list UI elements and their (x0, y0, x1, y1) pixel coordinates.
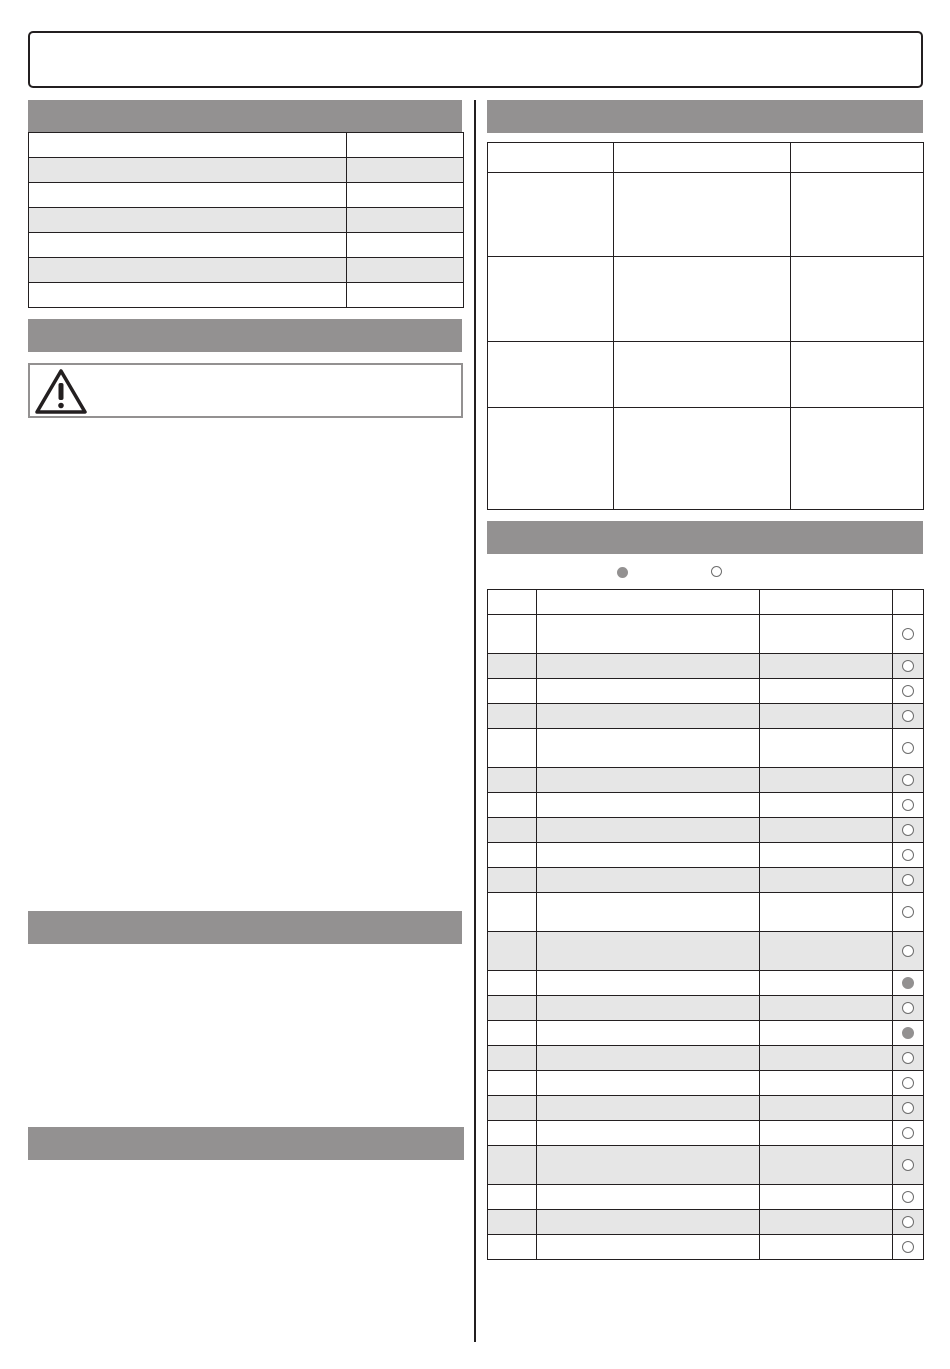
checklist-row (488, 654, 924, 679)
legend-filled-circle-icon (617, 567, 628, 578)
open-circle-icon (902, 824, 914, 836)
open-circle-icon (902, 742, 914, 754)
open-circle-icon (902, 774, 914, 786)
open-circle-icon (902, 1102, 914, 1114)
checklist-row (488, 768, 924, 793)
open-circle-icon (902, 849, 914, 861)
troubleshooting-table (487, 142, 924, 510)
open-circle-icon (902, 710, 914, 722)
checklist-row (488, 996, 924, 1021)
checklist-row (488, 679, 924, 704)
spec-row (29, 183, 464, 208)
open-circle-icon (902, 660, 914, 672)
open-circle-icon (902, 1191, 914, 1203)
checklist-row (488, 615, 924, 654)
checklist-header-row (488, 590, 924, 615)
section-header-checklist (487, 521, 923, 554)
column-divider (474, 100, 476, 1342)
open-circle-icon (902, 628, 914, 640)
open-circle-icon (902, 1216, 914, 1228)
troubleshooting-header-row (488, 143, 924, 173)
checklist-row (488, 704, 924, 729)
checklist-table (487, 589, 924, 1260)
checklist-row (488, 818, 924, 843)
checklist-row (488, 843, 924, 868)
checklist-row (488, 1021, 924, 1046)
checklist-row (488, 1235, 924, 1260)
checklist-row (488, 893, 924, 932)
open-circle-icon (902, 906, 914, 918)
troubleshooting-row (488, 173, 924, 257)
filled-circle-icon (902, 1027, 914, 1039)
spec-row (29, 233, 464, 258)
checklist-row (488, 1121, 924, 1146)
troubleshooting-row (488, 257, 924, 342)
checklist-row (488, 1185, 924, 1210)
checklist-row (488, 729, 924, 768)
open-circle-icon (902, 1127, 914, 1139)
checklist-row (488, 1146, 924, 1185)
checklist-row (488, 1096, 924, 1121)
spec-row (29, 133, 464, 158)
warning-triangle-icon (34, 368, 88, 416)
checklist-row (488, 1071, 924, 1096)
open-circle-icon (902, 874, 914, 886)
warning-box (28, 363, 463, 418)
section-header-specifications (28, 100, 462, 133)
open-circle-icon (902, 799, 914, 811)
spec-row (29, 208, 464, 233)
troubleshooting-row (488, 342, 924, 408)
open-circle-icon (902, 1052, 914, 1064)
checklist-row (488, 932, 924, 971)
section-header-maintenance (28, 1127, 464, 1160)
page-title-box (28, 31, 923, 88)
spec-row (29, 258, 464, 283)
checklist-row (488, 1046, 924, 1071)
checklist-row (488, 971, 924, 996)
open-circle-icon (902, 1002, 914, 1014)
open-circle-icon (902, 1077, 914, 1089)
section-header-installation (28, 911, 462, 944)
open-circle-icon (902, 1241, 914, 1253)
checklist-row (488, 868, 924, 893)
open-circle-icon (902, 685, 914, 697)
section-header-troubleshooting (487, 100, 923, 133)
open-circle-icon (902, 945, 914, 957)
specifications-table (28, 132, 464, 308)
spec-row (29, 158, 464, 183)
filled-circle-icon (902, 977, 914, 989)
checklist-row (488, 1210, 924, 1235)
section-header-safety (28, 319, 462, 352)
spec-row (29, 283, 464, 308)
legend-open-circle-icon (711, 566, 722, 577)
checklist-row (488, 793, 924, 818)
troubleshooting-row (488, 408, 924, 510)
open-circle-icon (902, 1159, 914, 1171)
